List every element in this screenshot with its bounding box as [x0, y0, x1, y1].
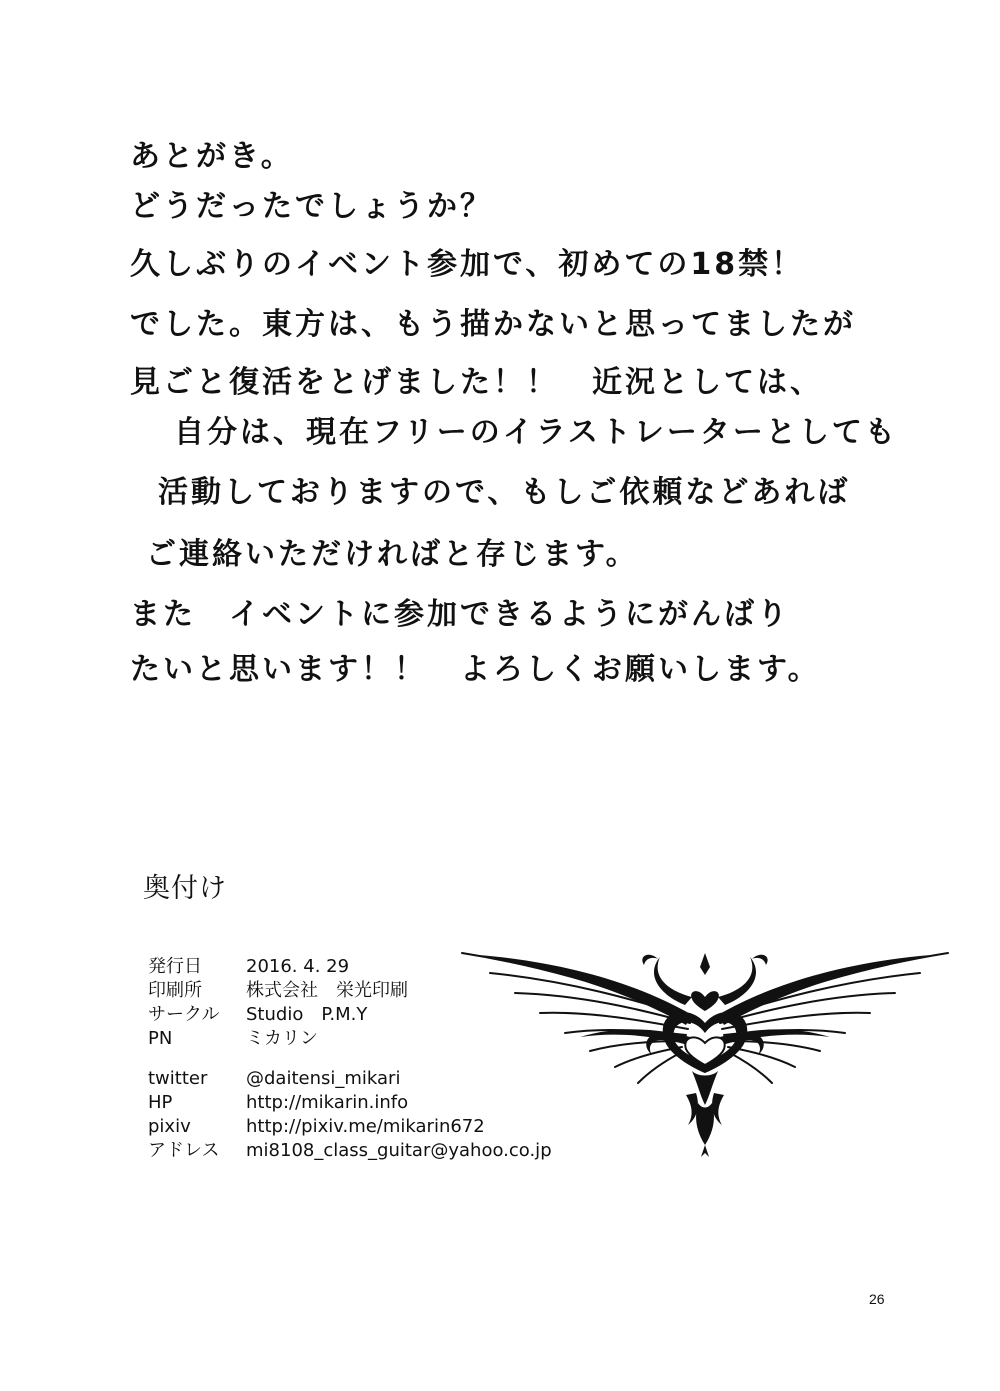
publication-info [148, 955, 408, 1051]
publication-value: Studio P.M.Y [246, 1004, 368, 1025]
contact-label: pixiv [148, 1116, 191, 1137]
publication-label: 発行日 [148, 956, 202, 977]
publication-label: 印刷所 [148, 980, 202, 1001]
afterword-line: たいと思います！！ よろしくお願いします。 [130, 652, 821, 687]
afterword-line: 自分は、現在フリーのイラストレーターとしても [174, 415, 898, 450]
winged-heart-emblem-icon [460, 945, 950, 1160]
publication-value: 株式会社 栄光印刷 [246, 980, 408, 1001]
page-number: 26 [869, 1291, 885, 1307]
colophon-heading: 奥付け [143, 873, 227, 904]
publication-row [148, 955, 408, 979]
afterword-line: 久しぶりのイベント参加で、初めての18禁！ [130, 247, 805, 282]
publication-value: ミカリン [246, 1028, 318, 1049]
publication-row [148, 1027, 408, 1051]
contact-label: twitter [148, 1068, 208, 1089]
afterword-line: ご連絡いただければと存じます。 [146, 537, 639, 572]
contact-label: アドレス [148, 1140, 220, 1161]
afterword-line: 活動しておりますので、もしご依頼などあれば [158, 475, 851, 510]
publication-label: PN [148, 1028, 173, 1049]
publication-row [148, 1003, 408, 1027]
contact-value: @daitensi_mikari [246, 1068, 401, 1089]
contact-value: http://mikarin.info [246, 1092, 409, 1113]
contact-label: HP [148, 1092, 173, 1113]
afterword-line: あとがき。 [130, 139, 294, 174]
publication-row [148, 979, 408, 1003]
afterword-line: 見ごと復活をとげました！！ 近況としては、 [130, 365, 823, 400]
afterword-line: どうだったでしょうか？ [130, 189, 493, 224]
afterword-line: また イベントに参加できるようにがんばり [130, 597, 790, 632]
contact-value: http://pixiv.me/mikarin672 [246, 1116, 485, 1137]
afterword-line: でした。東方は、もう描かないと思ってましたが [130, 307, 856, 342]
publication-value: 2016. 4. 29 [246, 956, 350, 977]
contact-value: mi8108_class_guitar@yahoo.co.jp [246, 1140, 552, 1161]
publication-label: サークル [148, 1004, 220, 1025]
